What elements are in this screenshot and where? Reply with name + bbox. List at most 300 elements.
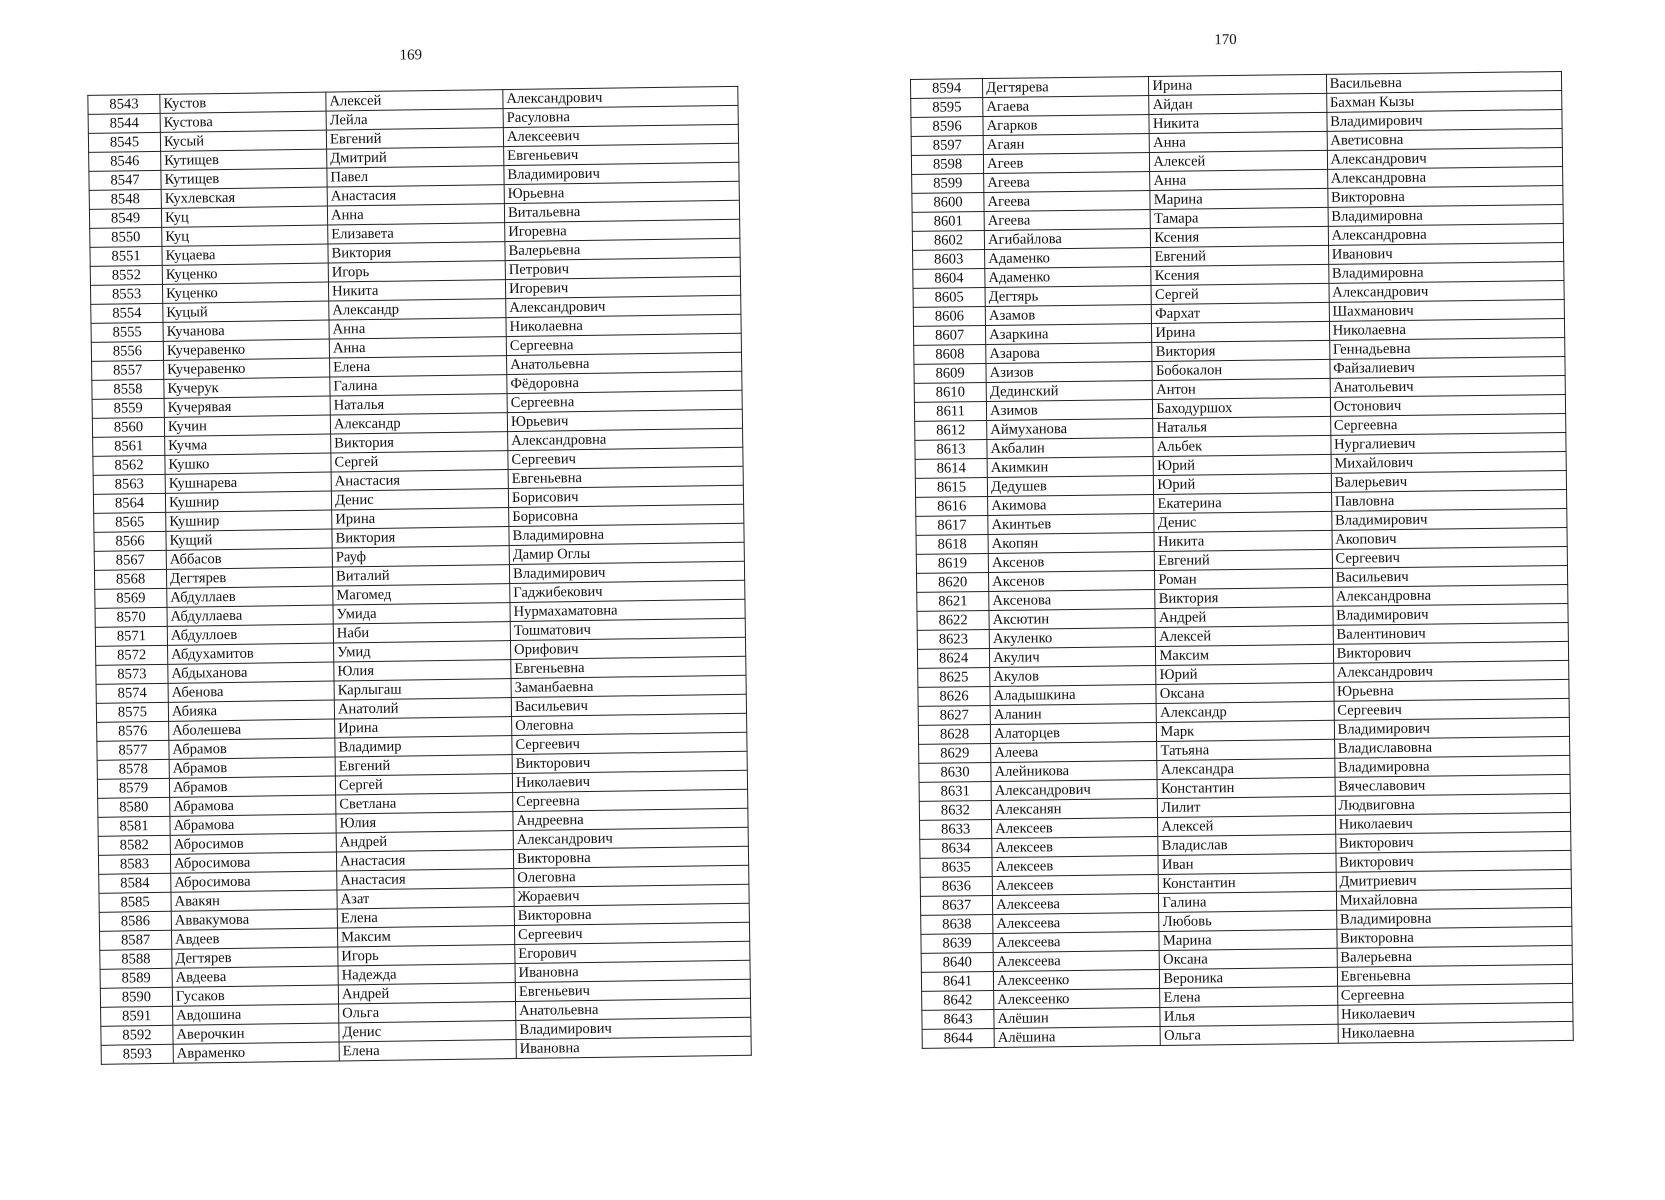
last-name-cell: Аймуханова [987, 419, 1153, 440]
last-name-cell: Абенова [168, 681, 334, 702]
patronymic-cell: Тошматович [510, 618, 745, 640]
first-name-cell: Анна [329, 318, 506, 339]
patronymic-cell: Александрович [1333, 660, 1569, 682]
record-number-cell: 8634 [920, 839, 992, 859]
last-name-cell: Акулич [990, 646, 1156, 667]
patronymic-cell: Владимирович [1331, 508, 1567, 530]
first-name-cell: Евгений [335, 755, 512, 776]
record-number-cell: 8618 [916, 535, 988, 555]
record-number-cell: 8635 [920, 858, 992, 878]
patronymic-cell: Михайлович [1331, 451, 1567, 473]
first-name-cell: Сергей [331, 451, 508, 472]
record-number-cell: 8556 [91, 341, 163, 361]
record-number-cell: 8595 [911, 98, 983, 118]
record-number-cell: 8600 [912, 193, 984, 213]
record-number-cell: 8620 [917, 573, 989, 593]
record-number-cell: 8627 [918, 706, 990, 726]
last-name-cell: Александрович [991, 779, 1157, 800]
first-name-cell: Марина [1150, 188, 1327, 209]
record-number-cell: 8543 [88, 94, 160, 114]
last-name-cell: Куц [162, 225, 328, 246]
last-name-cell: Азимов [987, 400, 1153, 421]
record-number-cell: 8615 [915, 478, 987, 498]
page-number: 170 [1214, 31, 1237, 49]
first-name-cell: Анастасия [337, 869, 514, 890]
patronymic-cell: Игоревич [505, 276, 740, 298]
patronymic-cell: Сергеевич [512, 732, 747, 754]
first-name-cell: Ирина [335, 717, 512, 738]
last-name-cell: Куцый [163, 301, 329, 322]
record-number-cell: 8616 [916, 497, 988, 517]
first-name-cell: Лейла [326, 109, 503, 130]
patronymic-cell: Шахманович [1329, 299, 1565, 321]
last-name-cell: Алексеева [993, 912, 1159, 933]
record-number-cell: 8596 [911, 117, 983, 137]
first-name-cell: Магомед [333, 584, 510, 605]
first-name-cell: Оксана [1159, 948, 1336, 969]
roster-table [87, 86, 751, 1065]
last-name-cell: Абдухамитов [168, 643, 334, 664]
last-name-cell: Агеева [984, 172, 1150, 193]
first-name-cell: Надежда [338, 964, 515, 985]
last-name-cell: Азарова [986, 343, 1152, 364]
last-name-cell: Акуленко [989, 627, 1155, 648]
first-name-cell: Роман [1155, 568, 1332, 589]
first-name-cell: Баходуршох [1153, 397, 1330, 418]
last-name-cell: Куценко [162, 263, 328, 284]
patronymic-cell: Владимирович [1333, 603, 1569, 625]
first-name-cell: Наталья [330, 394, 507, 415]
first-name-cell: Александр [329, 299, 506, 320]
record-number-cell: 8611 [914, 402, 986, 422]
first-name-cell: Виталий [332, 565, 509, 586]
first-name-cell: Иван [1158, 853, 1335, 874]
patronymic-cell: Евгеньевна [508, 466, 743, 488]
patronymic-cell: Ивановна [515, 960, 750, 982]
last-name-cell: Аладышкина [990, 684, 1156, 705]
patronymic-cell: Николаевна [1329, 318, 1565, 340]
first-name-cell: Тамара [1150, 207, 1327, 228]
first-name-cell: Анна [1150, 169, 1327, 190]
patronymic-cell: Викторович [1336, 850, 1572, 872]
patronymic-cell: Павловна [1331, 489, 1567, 511]
patronymic-cell: Анатольевна [507, 352, 742, 374]
record-number-cell: 8574 [96, 683, 168, 703]
patronymic-cell: Борисовна [509, 504, 744, 526]
record-number-cell: 8546 [89, 151, 161, 171]
record-number-cell: 8578 [97, 759, 169, 779]
patronymic-cell: Алексеевич [503, 124, 738, 146]
patronymic-cell: Викторовна [1327, 185, 1563, 207]
first-name-cell: Александр [330, 413, 507, 434]
record-number-cell: 8589 [100, 968, 172, 988]
last-name-cell: Кучеравенко [164, 358, 330, 379]
patronymic-cell: Юрьевич [507, 409, 742, 431]
last-name-cell: Дегтярев [166, 567, 332, 588]
record-number-cell: 8614 [915, 459, 987, 479]
first-name-cell: Рауф [332, 546, 509, 567]
patronymic-cell: Владимировна [509, 523, 744, 545]
last-name-cell: Кустова [160, 111, 326, 132]
first-name-cell: Наби [333, 622, 510, 643]
last-name-cell: Алексеенко [993, 969, 1159, 990]
patronymic-cell: Егорович [515, 941, 750, 963]
last-name-cell: Авдошина [173, 1004, 339, 1025]
first-name-cell: Юлия [334, 660, 511, 681]
patronymic-cell: Владимирович [509, 561, 744, 583]
record-number-cell: 8591 [101, 1006, 173, 1026]
record-number-cell: 8569 [95, 588, 167, 608]
last-name-cell: Аввакумова [171, 909, 337, 930]
last-name-cell: Акулов [990, 665, 1156, 686]
first-name-cell: Алексей [1158, 815, 1335, 836]
last-name-cell: Абдыханова [168, 662, 334, 683]
last-name-cell: Абрамова [170, 814, 336, 835]
record-number-cell: 8641 [921, 971, 993, 991]
first-name-cell: Илья [1160, 1005, 1337, 1026]
patronymic-cell: Сергеевна [507, 390, 742, 412]
first-name-cell: Юрий [1154, 473, 1331, 494]
page-169 [80, 0, 756, 1180]
first-name-cell: Юрий [1156, 663, 1333, 684]
patronymic-cell: Расуловна [503, 105, 738, 127]
first-name-cell: Никита [328, 280, 505, 301]
patronymic-cell: Сергеевна [1330, 413, 1566, 435]
patronymic-cell: Васильевич [1332, 565, 1568, 587]
patronymic-cell: Владимирович [516, 1017, 751, 1039]
patronymic-cell: Викторовна [514, 903, 749, 925]
last-name-cell: Агибайлова [984, 229, 1150, 250]
patronymic-cell: Евгеньевич [515, 979, 750, 1001]
last-name-cell: Аверочкин [173, 1023, 339, 1044]
first-name-cell: Евгений [1155, 549, 1332, 570]
record-number-cell: 8566 [94, 531, 166, 551]
patronymic-cell: Андреевна [513, 808, 748, 830]
last-name-cell: Алексеева [993, 893, 1159, 914]
patronymic-cell: Сергеевна [1337, 983, 1573, 1005]
first-name-cell: Константин [1157, 777, 1334, 798]
record-number-cell: 8638 [921, 914, 993, 934]
first-name-cell: Евгений [326, 128, 503, 149]
record-number-cell: 8617 [916, 516, 988, 536]
first-name-cell: Сергей [335, 774, 512, 795]
patronymic-cell: Александрович [506, 295, 741, 317]
last-name-cell: Агаян [983, 134, 1149, 155]
last-name-cell: Кушко [165, 453, 331, 474]
first-name-cell: Бобокалон [1152, 359, 1329, 380]
first-name-cell: Максим [1156, 644, 1333, 665]
last-name-cell: Кучанова [163, 320, 329, 341]
patronymic-cell: Владимирович [504, 162, 739, 184]
last-name-cell: Алексеев [992, 874, 1158, 895]
record-number-cell: 8552 [90, 265, 162, 285]
record-number-cell: 8609 [914, 364, 986, 384]
patronymic-cell: Валентинович [1333, 622, 1569, 644]
patronymic-cell: Николаевич [512, 770, 747, 792]
last-name-cell: Алексанян [991, 798, 1157, 819]
last-name-cell: Азаркина [986, 324, 1152, 345]
patronymic-cell: Файзалиевич [1330, 356, 1566, 378]
last-name-cell: Абдуллаева [167, 605, 333, 626]
record-number-cell: 8585 [99, 892, 171, 912]
patronymic-cell: Витальевна [504, 200, 739, 222]
roster-body [88, 86, 751, 1064]
patronymic-cell: Олеговна [512, 713, 747, 735]
record-number-cell: 8580 [98, 797, 170, 817]
record-number-cell: 8633 [920, 820, 992, 840]
record-number-cell: 8625 [918, 668, 990, 688]
first-name-cell: Ольга [339, 1002, 516, 1023]
record-number-cell: 8567 [94, 550, 166, 570]
last-name-cell: Аксенов [988, 551, 1154, 572]
record-number-cell: 8547 [89, 170, 161, 190]
last-name-cell: Дегтярь [985, 286, 1151, 307]
first-name-cell: Анна [329, 337, 506, 358]
patronymic-cell: Владимировна [1336, 907, 1572, 929]
patronymic-cell: Ивановна [516, 1036, 751, 1058]
last-name-cell: Кутищев [161, 168, 327, 189]
last-name-cell: Кушнир [166, 510, 332, 531]
patronymic-cell: Владимировна [1328, 261, 1564, 283]
patronymic-cell: Людвиговна [1335, 793, 1571, 815]
record-number-cell: 8572 [96, 645, 168, 665]
patronymic-cell: Анатольевич [1330, 375, 1566, 397]
patronymic-cell: Нурмахаматовна [510, 599, 745, 621]
record-number-cell: 8642 [922, 990, 994, 1010]
last-name-cell: Кутищев [161, 149, 327, 170]
last-name-cell: Абрамов [169, 776, 335, 797]
record-number-cell: 8604 [913, 269, 985, 289]
patronymic-cell: Игоревна [505, 219, 740, 241]
patronymic-cell: Викторович [1335, 831, 1571, 853]
last-name-cell: Алёшин [994, 1007, 1160, 1028]
patronymic-cell: Жораевич [514, 884, 749, 906]
patronymic-cell: Юрьевна [1333, 679, 1569, 701]
patronymic-cell: Владимирович [1334, 717, 1570, 739]
record-number-cell: 8565 [94, 512, 166, 532]
first-name-cell: Антон [1153, 378, 1330, 399]
record-number-cell: 8640 [921, 952, 993, 972]
first-name-cell: Татьяна [1157, 739, 1334, 760]
last-name-cell: Алексеенко [994, 988, 1160, 1009]
patronymic-cell: Евгеньевна [1337, 964, 1573, 986]
last-name-cell: Абияка [168, 700, 334, 721]
last-name-cell: Аббасов [166, 548, 332, 569]
first-name-cell: Анатолий [334, 698, 511, 719]
record-number-cell: 8559 [92, 398, 164, 418]
last-name-cell: Адаменко [985, 248, 1151, 269]
first-name-cell: Ксения [1151, 226, 1328, 247]
patronymic-cell: Владимировна [1334, 755, 1570, 777]
last-name-cell: Агеева [984, 191, 1150, 212]
record-number-cell: 8632 [919, 801, 991, 821]
record-number-cell: 8583 [98, 854, 170, 874]
first-name-cell: Виктория [1152, 340, 1329, 361]
record-number-cell: 8636 [920, 876, 992, 896]
first-name-cell: Алексей [1150, 150, 1327, 171]
patronymic-cell: Дмитриевич [1336, 869, 1572, 891]
last-name-cell: Агеев [984, 153, 1150, 174]
last-name-cell: Абдуллоев [167, 624, 333, 645]
first-name-cell: Максим [337, 926, 514, 947]
record-number-cell: 8602 [912, 231, 984, 251]
first-name-cell: Елена [1160, 986, 1337, 1007]
patronymic-cell: Владимировна [1328, 204, 1564, 226]
record-number-cell: 8582 [98, 835, 170, 855]
record-number-cell: 8581 [98, 816, 170, 836]
patronymic-cell: Аветисовна [1327, 128, 1563, 150]
record-number-cell: 8597 [911, 136, 983, 156]
first-name-cell: Алексей [326, 90, 503, 111]
patronymic-cell: Фёдоровна [507, 371, 742, 393]
patronymic-cell: Сергеевна [513, 789, 748, 811]
first-name-cell: Галина [1159, 891, 1336, 912]
record-number-cell: 8575 [96, 702, 168, 722]
patronymic-cell: Иванович [1328, 242, 1564, 264]
first-name-cell: Светлана [336, 793, 513, 814]
first-name-cell: Александр [1156, 701, 1333, 722]
patronymic-cell: Валерьевна [1337, 945, 1573, 967]
last-name-cell: Авдеева [172, 966, 338, 987]
patronymic-cell: Олеговна [514, 865, 749, 887]
record-number-cell: 8626 [918, 687, 990, 707]
last-name-cell: Акинтьев [988, 513, 1154, 534]
roster-body [910, 71, 1573, 1048]
patronymic-cell: Владиславовна [1334, 736, 1570, 758]
first-name-cell: Юлия [336, 812, 513, 833]
patronymic-cell: Васильевич [511, 694, 746, 716]
record-number-cell: 8577 [97, 740, 169, 760]
record-number-cell: 8598 [911, 155, 983, 175]
first-name-cell: Денис [331, 489, 508, 510]
last-name-cell: Дегтярев [172, 947, 338, 968]
first-name-cell: Ирина [1152, 321, 1329, 342]
first-name-cell: Сергей [1151, 283, 1328, 304]
record-number-cell: 8588 [100, 949, 172, 969]
first-name-cell: Константин [1159, 872, 1336, 893]
last-name-cell: Акопян [988, 532, 1154, 553]
first-name-cell: Марина [1159, 929, 1336, 950]
first-name-cell: Андрей [1155, 606, 1332, 627]
first-name-cell: Евгений [1151, 245, 1328, 266]
first-name-cell: Умида [333, 603, 510, 624]
last-name-cell: Аксютин [989, 608, 1155, 629]
record-number-cell: 8623 [917, 630, 989, 650]
patronymic-cell: Александровна [508, 428, 743, 450]
patronymic-cell: Николаевич [1337, 1002, 1573, 1024]
first-name-cell: Елизавета [328, 223, 505, 244]
first-name-cell: Альбек [1153, 435, 1330, 456]
last-name-cell: Куц [161, 206, 327, 227]
patronymic-cell: Викторовна [513, 846, 748, 868]
patronymic-cell: Остонович [1330, 394, 1566, 416]
first-name-cell: Анастасия [331, 470, 508, 491]
record-number-cell: 8643 [922, 1009, 994, 1029]
patronymic-cell: Бахман Кызы [1326, 90, 1562, 112]
patronymic-cell: Евгеньевна [511, 656, 746, 678]
page-number: 169 [399, 47, 423, 64]
record-number-cell: 8557 [92, 360, 164, 380]
record-number-cell: 8568 [94, 569, 166, 589]
patronymic-cell: Вячеславович [1335, 774, 1571, 796]
last-name-cell: Кушнарева [165, 472, 331, 493]
last-name-cell: Алексеева [993, 931, 1159, 952]
last-name-cell: Куцаева [162, 244, 328, 265]
first-name-cell: Анастасия [327, 185, 504, 206]
record-number-cell: 8628 [918, 725, 990, 745]
first-name-cell: Ирина [332, 508, 509, 529]
last-name-cell: Дедушев [987, 475, 1153, 496]
first-name-cell: Павел [327, 166, 504, 187]
record-number-cell: 8607 [913, 326, 985, 346]
first-name-cell: Умид [334, 641, 511, 662]
record-number-cell: 8619 [916, 554, 988, 574]
last-name-cell: Алексеев [992, 855, 1158, 876]
patronymic-cell: Анатольевна [516, 998, 751, 1020]
patronymic-cell: Валерьевич [1331, 470, 1567, 492]
last-name-cell: Абрамов [169, 738, 335, 759]
last-name-cell: Акимова [988, 494, 1154, 515]
patronymic-cell: Васильевна [1326, 71, 1562, 93]
record-number-cell: 8644 [922, 1028, 994, 1048]
first-name-cell: Денис [1154, 511, 1331, 532]
patronymic-cell: Заманбаевна [511, 675, 746, 697]
record-number-cell: 8558 [92, 379, 164, 399]
record-number-cell: 8630 [919, 763, 991, 783]
last-name-cell: Азизов [986, 362, 1152, 383]
record-number-cell: 8544 [88, 113, 160, 133]
last-name-cell: Дединский [986, 381, 1152, 402]
last-name-cell: Абросимова [171, 871, 337, 892]
first-name-cell: Игорь [328, 261, 505, 282]
page-170 [905, 0, 1579, 1180]
first-name-cell: Владислав [1158, 834, 1335, 855]
record-number-cell: 8550 [90, 227, 162, 247]
last-name-cell: Абрамова [170, 795, 336, 816]
first-name-cell: Марк [1157, 720, 1334, 741]
last-name-cell: Алексеева [993, 950, 1159, 971]
first-name-cell: Лилит [1158, 796, 1335, 817]
record-number-cell: 8624 [917, 649, 989, 669]
first-name-cell: Андрей [338, 983, 515, 1004]
last-name-cell: Агеева [984, 210, 1150, 231]
patronymic-cell: Евгеньевич [504, 143, 739, 165]
record-number-cell: 8584 [99, 873, 171, 893]
record-number-cell: 8587 [100, 930, 172, 950]
last-name-cell: Аланин [990, 703, 1156, 724]
patronymic-cell: Викторович [512, 751, 747, 773]
record-number-cell: 8571 [95, 626, 167, 646]
first-name-cell: Александра [1157, 758, 1334, 779]
first-name-cell: Юрий [1153, 454, 1330, 475]
first-name-cell: Елена [330, 356, 507, 377]
record-number-cell: 8554 [91, 303, 163, 323]
last-name-cell: Алексеев [992, 836, 1158, 857]
last-name-cell: Кущий [166, 529, 332, 550]
record-number-cell: 8613 [915, 440, 987, 460]
record-number-cell: 8621 [917, 592, 989, 612]
last-name-cell: Гусаков [172, 985, 338, 1006]
first-name-cell: Галина [330, 375, 507, 396]
patronymic-cell: Орифович [510, 637, 745, 659]
last-name-cell: Абросимова [170, 852, 336, 873]
record-number-cell: 8603 [913, 250, 985, 270]
patronymic-cell: Нургалиевич [1330, 432, 1566, 454]
first-name-cell: Ирина [1149, 74, 1326, 95]
last-name-cell: Алеева [991, 741, 1157, 762]
last-name-cell: Азамов [985, 305, 1151, 326]
last-name-cell: Кучма [165, 434, 331, 455]
